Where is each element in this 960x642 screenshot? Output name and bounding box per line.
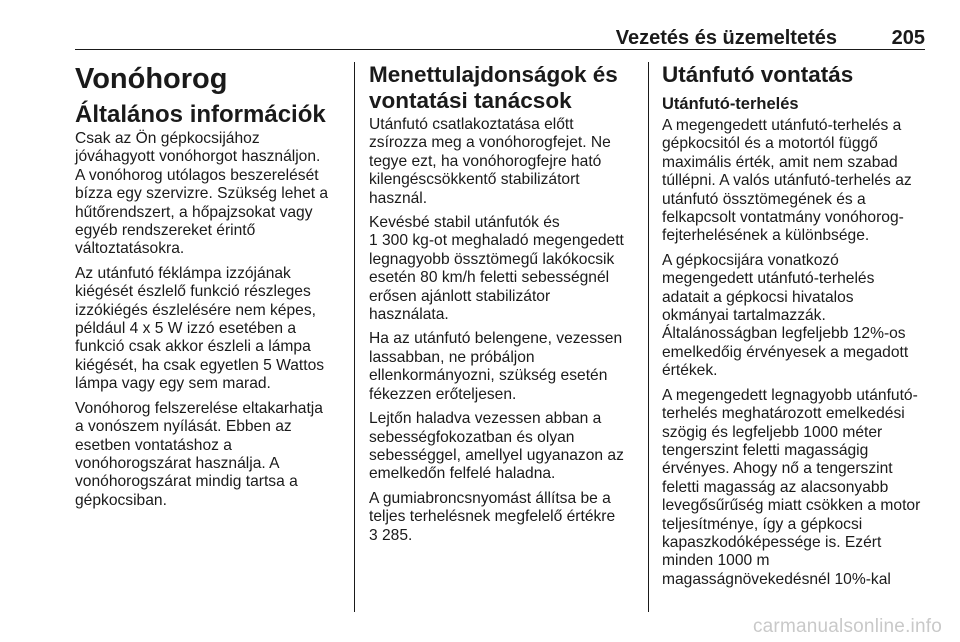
column-right: [662, 62, 928, 595]
section-title-utanfuto-vontatas: Utánfutó vontatás: [662, 62, 854, 87]
column-left: [75, 62, 351, 516]
watermark-text: carmanualsonline.info: [752, 616, 942, 637]
header-rule: [75, 49, 925, 50]
page-number: 205: [891, 27, 925, 49]
paragraph: A megengedett legnagyobb utánfutó- terhelés meghatározott emelkedési szögig és legfeljebb 1000 méter tengerszint feletti magasságig érvényes. Ahogy nő a tengerszint feletti magasság az alacsonyabb levegősűrűség miatt csökken a motor teljesítménye, így a gépkocsi kapaszkodóképessége is. Ezért minden 1000 m magasságnövekedésnél 10%-kal: [662, 386, 921, 588]
column-divider: [354, 62, 355, 612]
subsection-title-utanfuto-terheles: Utánfutó-terhelés: [662, 95, 799, 113]
paragraph: Ha az utánfutó belengene, vezessen lassabban, ne próbáljon ellenkormányozni, szükség esetén fékezzen erőteljesen.: [369, 330, 623, 403]
section-title-vonohorog: Vonóhorog: [75, 63, 228, 95]
paragraph: Lejtőn haladva vezessen abban a sebességfokozatban és olyan sebességgel, amellyel ugyanazon az emelkedőn felfelé haladna.: [369, 410, 624, 483]
paragraph: Utánfutó csatlakoztatása előtt zsírozza meg a vonóhorogfejet. Ne tegye ezt, ha vonóhorogfejre ható kilengéscsökkentő stabilizátort használ.: [369, 116, 611, 207]
paragraph: Csak az Ön gépkocsijához jóváhagyott vonóhorgot használjon. A vonóhorog utólagos beszerelését bízza egy szervizre. Szükség lehet a hűtőrendszert, a hőpajzsokat vagy egyéb rendszereket érintő változtatásokra.: [75, 130, 329, 258]
column-middle: [369, 62, 637, 551]
paragraph: Vonóhorog felszerelése eltakarhatja a vonószem nyílását. Ebben az esetben vontatáshoz a vonóhorogszárat használja. A vonóhorogszárat mindig tartsa a gépkocsiban.: [75, 399, 323, 509]
paragraph: A gépkocsijára vonatkozó megengedett utánfutó-terhelés adatait a gépkocsi hivatalos okmányai tartalmazzák. Általánosságban legfeljebb 12%-os emelkedőig érvényesek a megadott értékek.: [662, 251, 909, 380]
paragraph: Kevésbé stabil utánfutók és 1 300 kg-ot meghaladó megengedett legnagyobb össztömegű lakókocsik esetén 80 km/h feletti sebességnél erősen ajánlott stabilizátor használata.: [369, 214, 624, 324]
paragraph: Az utánfutó féklámpa izzójának kiégését észlelő funkció részleges izzókiégés észlelésére nem képes, például 4 x 5 W izzó esetében a funkció csak akkor észleli a lámpa kiégését, ha csak egyetlen 5 Wattos lámpa vagy egy sem marad.: [75, 264, 325, 393]
section-title-menettulajdonsagok: Menettulajdonságok és vontatási tanácsok: [369, 62, 618, 113]
running-header-title: Vezetés és üzemeltetés: [615, 27, 837, 49]
page-header: [75, 0, 925, 50]
paragraph: A megengedett utánfutó-terhelés a gépkocsitól és a motortól függő maximális érték, amit nem szabad túllépni. A valós utánfutó-terhelés az utánfutó össztömegének és a felkapcsolt vontatmány vonóhorog- fejterhelésének a különbsége.: [662, 117, 912, 245]
subsection-title-altalanos: Általános információk: [75, 101, 326, 128]
paragraph-page-reference: A gumiabroncsnyomást állítsa be a teljes terhelésnek megfelelő értékre 3 285.: [369, 489, 616, 544]
column-divider: [648, 62, 649, 612]
